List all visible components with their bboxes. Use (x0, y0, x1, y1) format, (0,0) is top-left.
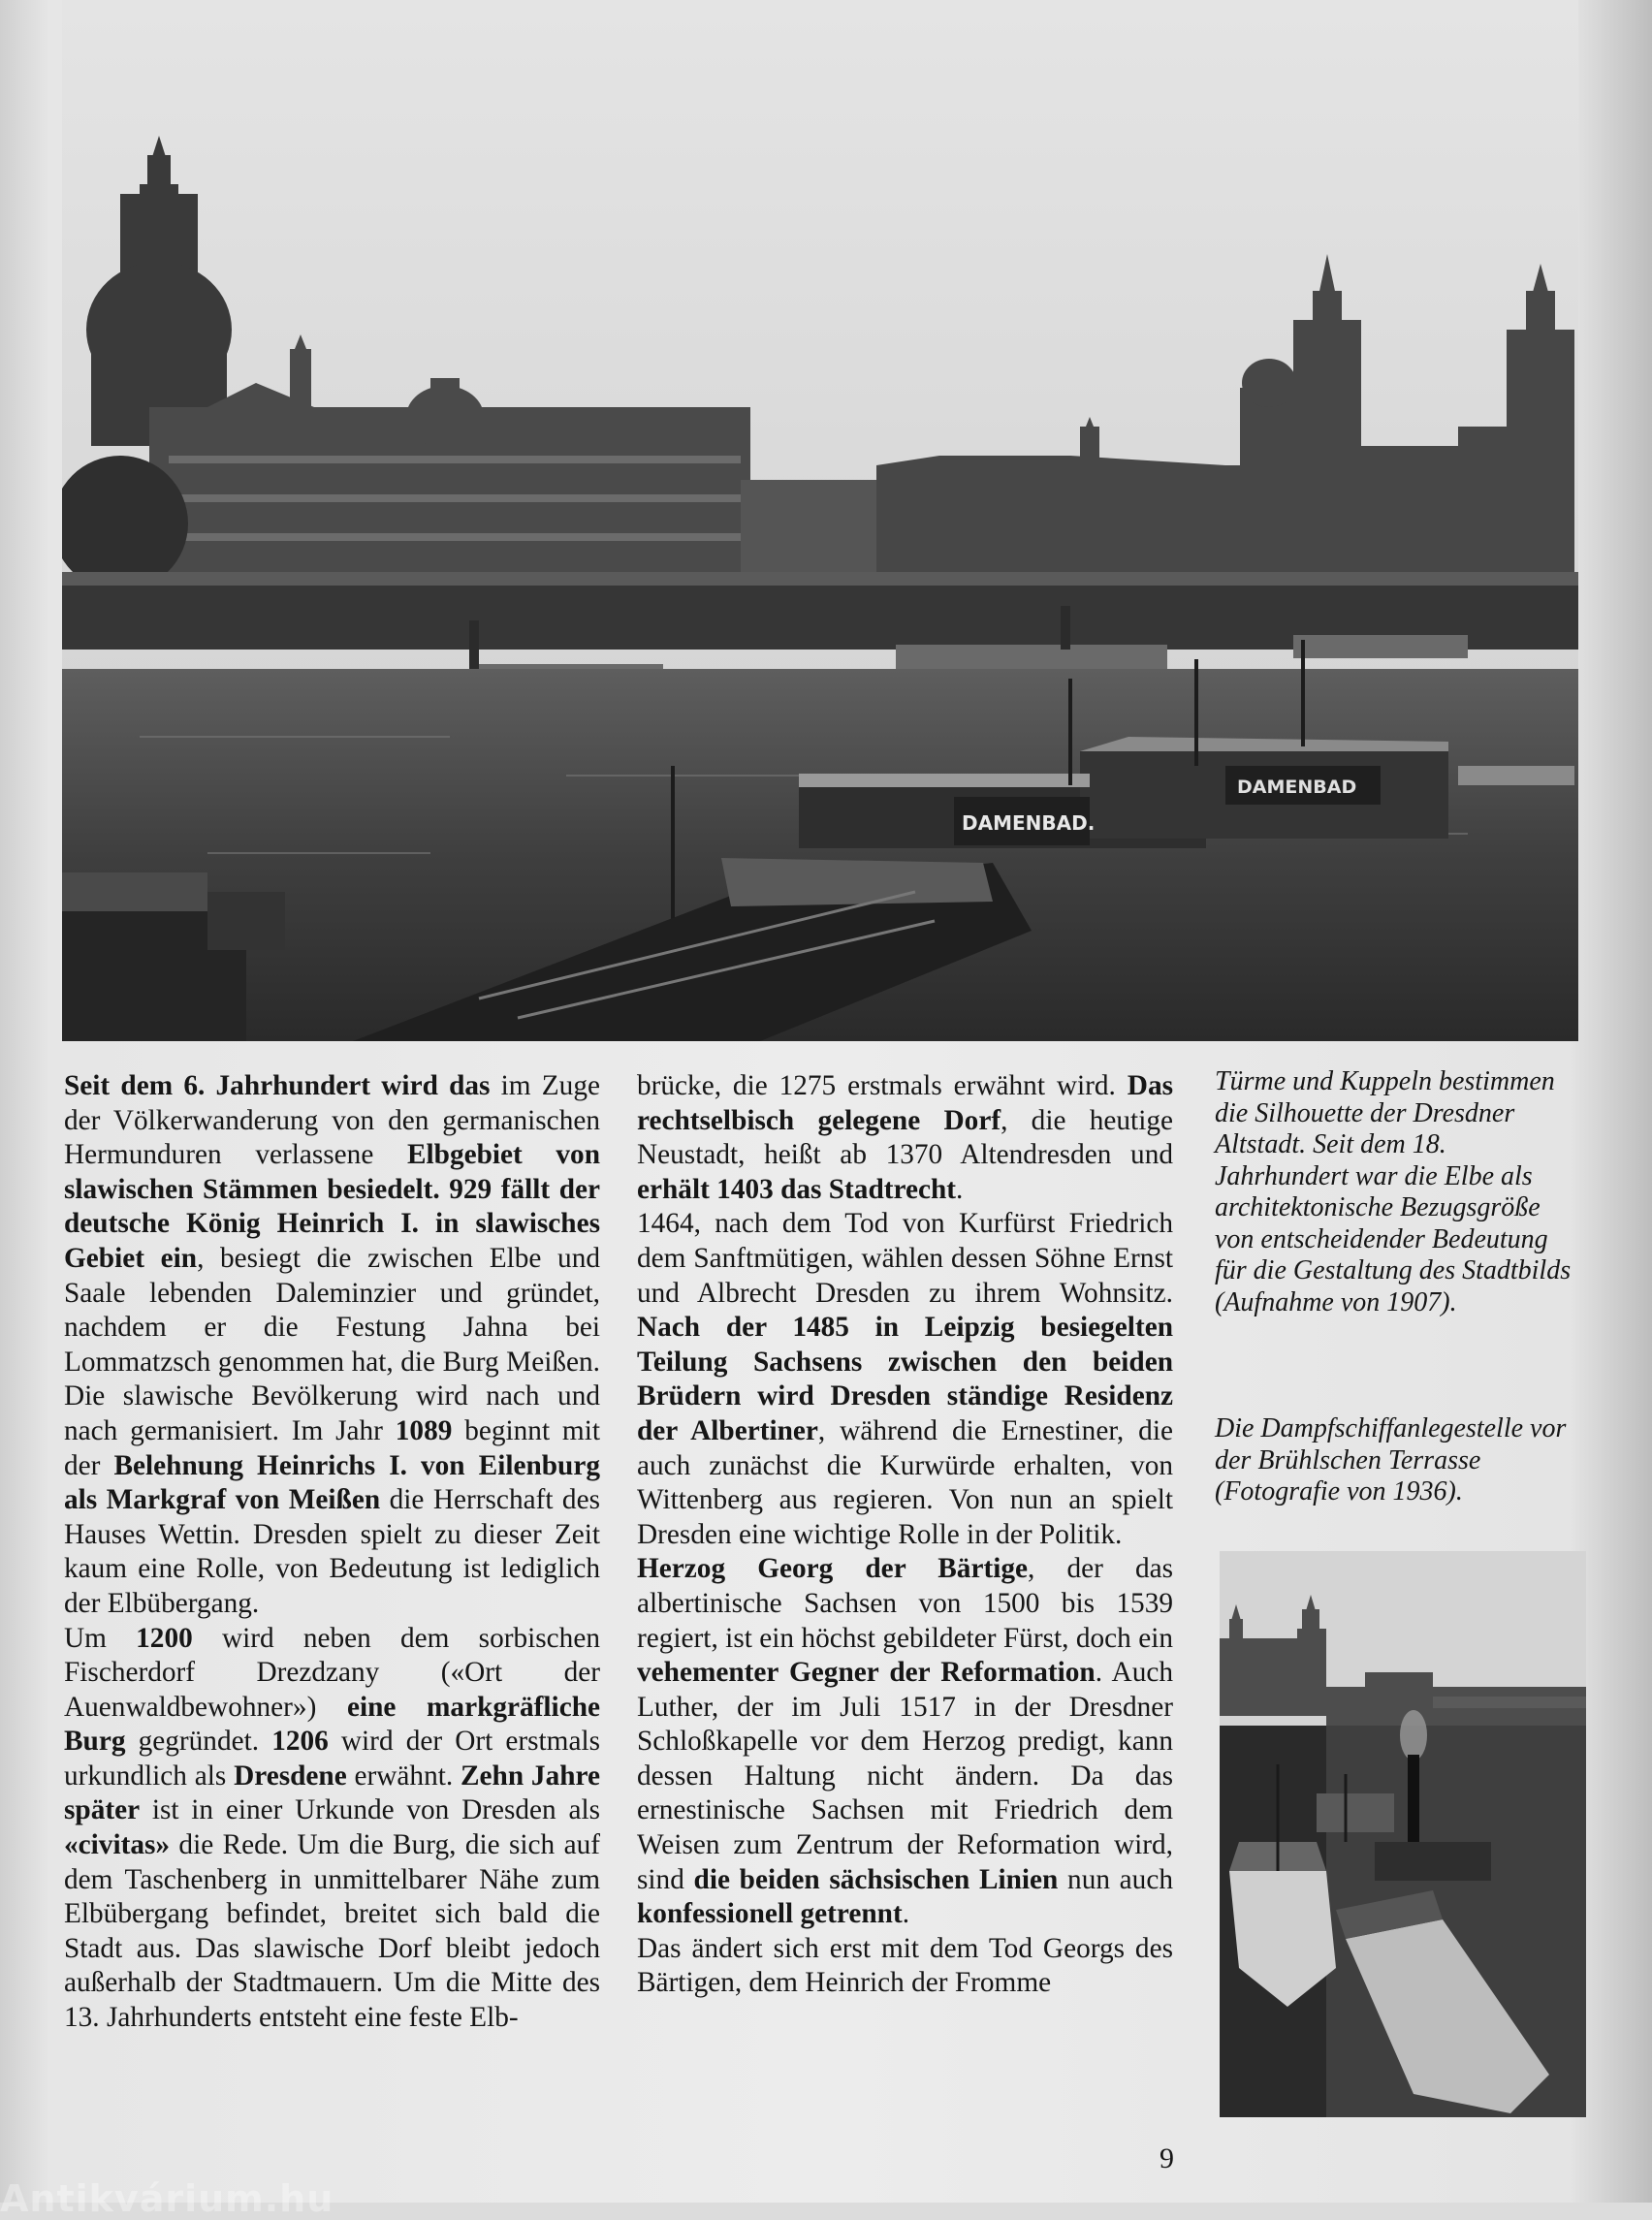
text-run: die Rede. Um die Burg, die sich auf dem Taschenberg in unmittelbarer Nähe zum Elbübergang befindet, breitet sich bald die Stadt aus. Das slawische Dorf bleibt jedoch außerhalb der Stadtmauern. Um die Mitte des 13. Jahrhunderts entsteht eine feste Elb- (64, 1829, 600, 2034)
text-column-2 (637, 1069, 1173, 2001)
text-run: , die heutige Neustadt, heißt ab 1370 Altendresden und (637, 1104, 1173, 1171)
damenbad-sign-right: DAMENBAD (1237, 777, 1357, 798)
text-run: Das ändert sich erst mit dem Tod Georgs des Bärtigen, dem Heinrich der Fromme (637, 1932, 1173, 1999)
text-run: erwähnt. (346, 1760, 461, 1792)
text-run: 1464, nach dem Tod von Kurfürst Friedrich dem Sanftmütigen, wählen dessen Söhne Ernst und Albrecht Dresden zu ihrem Wohnsitz. (637, 1208, 1173, 1309)
bold-phrase: konfessionell getrennt (637, 1898, 903, 1930)
text-run: . (902, 1898, 910, 1930)
bold-phrase: erhält 1403 das Stadtrecht (637, 1173, 957, 1205)
bold-phrase: eine markgräfliche Burg (64, 1691, 600, 1758)
text-run: , während die Ernestiner, die auch zunächst die Kurwürde erhalten, von Wittenberg aus regieren. Von nun an spielt Dresden eine wichtige Rolle in der Politik. (637, 1414, 1173, 1550)
bold-phrase: Das rechtselbisch gelegene Dorf (637, 1070, 1173, 1136)
text-run: die Herrschaft des Hauses Wettin. Dresden spielt zu dieser Zeit kaum eine Rolle, von Bedeutung ist lediglich der Elbübergang. (64, 1484, 600, 1619)
watermark: Antikvárium.hu (0, 2177, 334, 2220)
paragraph (64, 1622, 600, 2036)
bold-phrase: 1089 (395, 1414, 453, 1446)
bold-phrase: 1200 (136, 1622, 193, 1654)
paragraph (637, 1207, 1173, 1552)
text-run: , besiegt die zwischen Elbe und Saale lebenden Daleminzier und gründet, nachdem er die Festung Jahna bei Lommatzsch genommen hat, die Burg Meißen. Die slawische Bevölkerung wird nach und nach germanisiert. Im Jahr (64, 1242, 600, 1446)
text-run: wird der Ort erstmals urkundlich als (64, 1726, 600, 1792)
text-run: Um (64, 1622, 137, 1654)
bold-phrase: vehementer Gegner der Reformation (637, 1657, 1096, 1689)
text-run: wird neben dem sorbischen Fischerdorf Drezdzany («Ort der Auenwaldbewohner») (64, 1622, 600, 1723)
damenbad-sign-left: DAMENBAD. (962, 811, 1096, 835)
text-run: ist in einer Urkunde von Dresden als (140, 1794, 600, 1826)
bold-phrase: Nach der 1485 in Leipzig besiegelten Teilung Sachsens zwischen den beiden Brüdern wird Dresden ständige Residenz der Albertiner (637, 1312, 1173, 1446)
paragraph (637, 1069, 1173, 1207)
bold-phrase: Seit dem 6. Jahrhundert wird das (64, 1070, 491, 1101)
text-run: , der das albertinische Sachsen von 1500 bis 1539 regiert, ist ein höchst gebildeter Fürst, doch ein (637, 1553, 1174, 1654)
page-number: 9 (1160, 2142, 1174, 2174)
bold-phrase: 1206 (271, 1726, 329, 1758)
bold-phrase: die beiden sächsischen Linien (693, 1863, 1059, 1895)
bold-phrase: Elbgebiet von slawischen Stämmen besiedelt. 929 fällt der deutsche König Heinrich I. in slawisches Gebiet ein (64, 1139, 600, 1274)
paragraph (637, 1932, 1173, 2001)
bold-phrase: Zehn Jahre später (64, 1760, 600, 1826)
text-run: im Zuge der Völkerwanderung von den germanischen Hermunduren verlassene (64, 1070, 600, 1171)
bold-phrase: Herzog Georg der Bärtige (637, 1553, 1029, 1585)
dresden-skyline-photo (62, 0, 1578, 1041)
text-run: . (956, 1173, 964, 1205)
bold-phrase: Dresdene (234, 1760, 347, 1792)
text-run: gegründet. (125, 1726, 272, 1758)
bold-phrase: Belehnung Heinrichs I. von Eilenburg als Markgraf von Meißen (64, 1449, 601, 1516)
text-run: nun auch (1058, 1863, 1173, 1895)
photo-caption-skyline: Türme und Kuppeln bestimmen die Silhouette der Dresdner Altstadt. Seit dem 18. Jahrhundert war die Elbe als architektonische Bezugsgröße von entscheidender Bedeutung für die Gestaltung des Stadtbilds (Aufnahme von 1907). (1215, 1066, 1572, 1317)
photo-caption-steamer-landing: Die Dampfschiffanlegestelle vor der Brühlschen Terrasse (Fotografie von 1936). (1215, 1413, 1567, 1506)
bold-phrase: «civitas» (64, 1829, 171, 1861)
text-column-1 (64, 1069, 600, 2036)
text-run: beginnt mit der (64, 1414, 600, 1481)
paragraph (637, 1552, 1173, 1932)
paragraph (64, 1069, 600, 1622)
steamer-landing-photo (1220, 1551, 1586, 2117)
text-run: . Auch Luther, der im Juli 1517 in der Dresdner Schloßkapelle vor dem Herzog predigt, kann dessen Haltung nicht ändern. Da das ernestinische Sachsen mit Friedrich dem Weisen zum Zentrum der Reformation wird, sind (637, 1657, 1173, 1895)
text-run: brücke, die 1275 erstmals erwähnt wird. (637, 1070, 1128, 1101)
